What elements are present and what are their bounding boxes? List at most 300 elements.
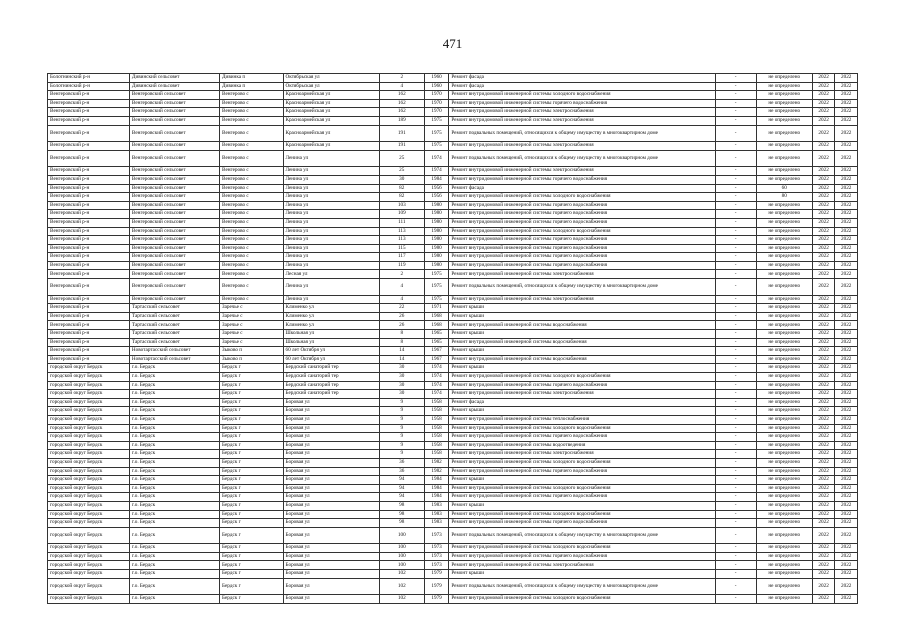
- cell-settlement: Бердск г: [220, 441, 283, 450]
- table-row: [48, 519, 858, 528]
- cell-district: городской округ Бердск: [48, 458, 130, 467]
- cell-district: городской округ Бердск: [48, 415, 130, 424]
- cell-dash: -: [715, 364, 756, 373]
- cell-year-built: 1983: [424, 501, 449, 510]
- cell-house-number: 82: [379, 184, 424, 193]
- cell-settlement: Бердск г: [220, 552, 283, 561]
- table-row: [48, 142, 858, 151]
- cell-year-end: 2022: [835, 236, 858, 245]
- cell-street: Боровая ул: [283, 476, 379, 485]
- cell-council: Венгеровский сельсовет: [129, 125, 219, 142]
- cell-settlement: Бердск г: [220, 476, 283, 485]
- cell-district: городской округ Бердск: [48, 578, 130, 595]
- cell-work-type: Ремонт внутридомовой инженерной системы электроснабжения: [449, 390, 715, 399]
- cell-district: городской округ Бердск: [48, 519, 130, 528]
- cell-year-end: 2022: [835, 253, 858, 262]
- cell-street: Ленина ул: [283, 218, 379, 227]
- cell-dash: -: [715, 552, 756, 561]
- cell-year-end: 2022: [835, 390, 858, 399]
- table-row: [48, 279, 858, 296]
- cell-house-number: 2: [379, 74, 424, 83]
- cell-year-end: 2022: [835, 552, 858, 561]
- cell-council: Венгеровский сельсовет: [129, 175, 219, 184]
- cell-district: городской округ Бердск: [48, 381, 130, 390]
- cell-work-type: Ремонт внутридомовой инженерной системы электроснабжения: [449, 295, 715, 304]
- cell-work-type: Ремонт внутридомовой инженерной системы горячего водоснабжения: [449, 210, 715, 219]
- cell-settlement: Венгерово с: [220, 270, 283, 279]
- cell-dash: -: [715, 304, 756, 313]
- cell-cost: не определено: [756, 510, 812, 519]
- cell-house-number: 98: [379, 510, 424, 519]
- cell-year-built: 1958: [424, 424, 449, 433]
- cell-year-start: 2022: [812, 595, 835, 604]
- cell-year-end: 2022: [835, 595, 858, 604]
- cell-work-type: Ремонт внутридомовой инженерной системы горячего водоснабжения: [449, 244, 715, 253]
- cell-district: городской округ Бердск: [48, 476, 130, 485]
- cell-street: Боровая ул: [283, 519, 379, 528]
- cell-dash: -: [715, 142, 756, 151]
- cell-year-built: 1980: [424, 227, 449, 236]
- cell-year-start: 2022: [812, 184, 835, 193]
- cell-year-end: 2022: [835, 373, 858, 382]
- cell-district: городской округ Бердск: [48, 441, 130, 450]
- cell-dash: -: [715, 510, 756, 519]
- cell-year-end: 2022: [835, 476, 858, 485]
- cell-council: г.о. Бердск: [129, 519, 219, 528]
- cell-dash: -: [715, 467, 756, 476]
- cell-work-type: Ремонт фасада: [449, 74, 715, 83]
- cell-year-end: 2022: [835, 398, 858, 407]
- cell-cost: не определено: [756, 218, 812, 227]
- cell-dash: -: [715, 501, 756, 510]
- cell-settlement: Дивинка п: [220, 74, 283, 83]
- cell-work-type: Ремонт подвальных помещений, относящихся к общему имуществу в многоквартирном доме: [449, 578, 715, 595]
- cell-district: Венгеровский р-н: [48, 125, 130, 142]
- cell-work-type: Ремонт крыши: [449, 312, 715, 321]
- cell-year-built: 1970: [424, 108, 449, 117]
- cell-council: Новотартасский сельсовет: [129, 347, 219, 356]
- cell-work-type: Ремонт внутридомовой инженерной системы горячего водоснабжения: [449, 261, 715, 270]
- cell-work-type: Ремонт крыши: [449, 304, 715, 313]
- cell-year-end: 2022: [835, 167, 858, 176]
- cell-house-number: 26: [379, 312, 424, 321]
- cell-street: Школьная ул: [283, 330, 379, 339]
- cell-year-start: 2022: [812, 467, 835, 476]
- cell-year-start: 2022: [812, 501, 835, 510]
- cell-cost: не определено: [756, 279, 812, 296]
- cell-district: Венгеровский р-н: [48, 193, 130, 202]
- cell-year-built: 1982: [424, 467, 449, 476]
- cell-settlement: Бердск г: [220, 458, 283, 467]
- cell-dash: -: [715, 82, 756, 91]
- cell-work-type: Ремонт внутридомовой инженерной системы горячего водоснабжения: [449, 493, 715, 502]
- cell-council: Тартасский сельсовет: [129, 321, 219, 330]
- cell-year-built: 1973: [424, 527, 449, 544]
- cell-year-end: 2022: [835, 450, 858, 459]
- cell-year-built: 1983: [424, 519, 449, 528]
- cell-year-end: 2022: [835, 244, 858, 253]
- cell-year-start: 2022: [812, 544, 835, 553]
- cell-year-end: 2022: [835, 312, 858, 321]
- cell-district: Венгеровский р-н: [48, 355, 130, 364]
- cell-year-built: 1956: [424, 193, 449, 202]
- cell-settlement: Зыково п: [220, 355, 283, 364]
- cell-year-start: 2022: [812, 142, 835, 151]
- cell-year-end: 2022: [835, 279, 858, 296]
- cell-work-type: Ремонт фасада: [449, 82, 715, 91]
- cell-year-end: 2022: [835, 125, 858, 142]
- cell-dash: -: [715, 244, 756, 253]
- cell-dash: -: [715, 321, 756, 330]
- table-row: [48, 347, 858, 356]
- cell-year-start: 2022: [812, 295, 835, 304]
- cell-year-built: 1984: [424, 493, 449, 502]
- cell-year-built: 1960: [424, 82, 449, 91]
- table-row: [48, 578, 858, 595]
- cell-street: Боровая ул: [283, 527, 379, 544]
- cell-settlement: Венгерово с: [220, 218, 283, 227]
- cell-dash: -: [715, 116, 756, 125]
- cell-house-number: 102: [379, 595, 424, 604]
- table-row: [48, 304, 858, 313]
- cell-dash: -: [715, 433, 756, 442]
- cell-year-built: 1984: [424, 175, 449, 184]
- cell-council: Тартасский сельсовет: [129, 330, 219, 339]
- cell-council: Венгеровский сельсовет: [129, 218, 219, 227]
- table-row: [48, 510, 858, 519]
- cell-year-built: 1973: [424, 544, 449, 553]
- cell-settlement: Бердск г: [220, 424, 283, 433]
- cell-year-start: 2022: [812, 116, 835, 125]
- table-row: [48, 227, 858, 236]
- cell-year-built: 1975: [424, 116, 449, 125]
- table-row: [48, 74, 858, 83]
- cell-cost: не определено: [756, 321, 812, 330]
- cell-house-number: 98: [379, 519, 424, 528]
- cell-district: Венгеровский р-н: [48, 210, 130, 219]
- cell-year-start: 2022: [812, 390, 835, 399]
- cell-house-number: 25: [379, 167, 424, 176]
- cell-work-type: Ремонт крыши: [449, 347, 715, 356]
- cell-work-type: Ремонт внутридомовой инженерной системы горячего водоснабжения: [449, 236, 715, 245]
- cell-year-end: 2022: [835, 441, 858, 450]
- cell-year-start: 2022: [812, 338, 835, 347]
- cell-year-end: 2022: [835, 193, 858, 202]
- cell-district: Венгеровский р-н: [48, 175, 130, 184]
- cell-dash: -: [715, 390, 756, 399]
- cell-district: городской округ Бердск: [48, 390, 130, 399]
- cell-house-number: 36: [379, 458, 424, 467]
- cell-street: Школьная ул: [283, 338, 379, 347]
- cell-year-built: 1974: [424, 373, 449, 382]
- cell-year-start: 2022: [812, 261, 835, 270]
- cell-council: г.о. Бердск: [129, 476, 219, 485]
- cell-cost: не определено: [756, 578, 812, 595]
- cell-work-type: Ремонт внутридомовой инженерной системы горячего водоснабжения: [449, 201, 715, 210]
- cell-council: Венгеровский сельсовет: [129, 236, 219, 245]
- cell-council: Тартасский сельсовет: [129, 304, 219, 313]
- cell-house-number: 9: [379, 450, 424, 459]
- cell-year-built: 1974: [424, 364, 449, 373]
- cell-cost: не определено: [756, 527, 812, 544]
- cell-cost: не определено: [756, 304, 812, 313]
- cell-year-end: 2022: [835, 578, 858, 595]
- cell-council: г.о. Бердск: [129, 467, 219, 476]
- cell-year-end: 2022: [835, 201, 858, 210]
- cell-council: г.о. Бердск: [129, 390, 219, 399]
- cell-work-type: Ремонт фасада: [449, 184, 715, 193]
- cell-council: г.о. Бердск: [129, 510, 219, 519]
- cell-district: городской округ Бердск: [48, 364, 130, 373]
- cell-year-end: 2022: [835, 142, 858, 151]
- cell-council: г.о. Бердск: [129, 458, 219, 467]
- cell-settlement: Бердск г: [220, 493, 283, 502]
- cell-district: городской округ Бердск: [48, 433, 130, 442]
- cell-district: Венгеровский р-н: [48, 201, 130, 210]
- cell-settlement: Венгерово с: [220, 244, 283, 253]
- cell-street: Красноармейская ул: [283, 116, 379, 125]
- cell-settlement: Бердск г: [220, 364, 283, 373]
- cell-work-type: Ремонт внутридомовой инженерной системы водоотведения: [449, 441, 715, 450]
- cell-work-type: Ремонт крыши: [449, 501, 715, 510]
- cell-street: Боровая ул: [283, 424, 379, 433]
- table-row: [48, 244, 858, 253]
- cell-year-end: 2022: [835, 561, 858, 570]
- table-row: [48, 398, 858, 407]
- cell-settlement: Бердск г: [220, 415, 283, 424]
- cell-cost: не определено: [756, 261, 812, 270]
- cell-year-start: 2022: [812, 347, 835, 356]
- cell-cost: не определено: [756, 150, 812, 167]
- cell-cost: не определено: [756, 570, 812, 579]
- cell-work-type: Ремонт крыши: [449, 330, 715, 339]
- cell-year-start: 2022: [812, 373, 835, 382]
- table-row: [48, 338, 858, 347]
- cell-council: Венгеровский сельсовет: [129, 253, 219, 262]
- cell-council: г.о. Бердск: [129, 450, 219, 459]
- cell-dash: -: [715, 279, 756, 296]
- table-row: [48, 407, 858, 416]
- cell-house-number: 82: [379, 193, 424, 202]
- cell-district: Венгеровский р-н: [48, 184, 130, 193]
- cell-year-built: 1958: [424, 433, 449, 442]
- cell-settlement: Дивинка п: [220, 82, 283, 91]
- cell-district: городской округ Бердск: [48, 595, 130, 604]
- cell-street: Боровая ул: [283, 561, 379, 570]
- cell-dash: -: [715, 210, 756, 219]
- cell-year-start: 2022: [812, 175, 835, 184]
- cell-settlement: Бердск г: [220, 450, 283, 459]
- cell-work-type: Ремонт внутридомовой инженерной системы горячего водоснабжения: [449, 552, 715, 561]
- cell-street: Ленина ул: [283, 279, 379, 296]
- table-row: [48, 108, 858, 117]
- cell-dash: -: [715, 595, 756, 604]
- cell-district: Венгеровский р-н: [48, 99, 130, 108]
- cell-settlement: Заречье с: [220, 312, 283, 321]
- cell-year-start: 2022: [812, 150, 835, 167]
- cell-year-start: 2022: [812, 458, 835, 467]
- cell-street: Ленина ул: [283, 201, 379, 210]
- cell-street: Боровая ул: [283, 467, 379, 476]
- cell-year-built: 1982: [424, 458, 449, 467]
- cell-dash: -: [715, 484, 756, 493]
- cell-district: Венгеровский р-н: [48, 261, 130, 270]
- cell-year-start: 2022: [812, 355, 835, 364]
- cell-council: г.о. Бердск: [129, 381, 219, 390]
- cell-house-number: 100: [379, 561, 424, 570]
- cell-district: Венгеровский р-н: [48, 244, 130, 253]
- cell-dash: -: [715, 74, 756, 83]
- cell-street: Боровая ул: [283, 570, 379, 579]
- cell-house-number: 113: [379, 236, 424, 245]
- cell-year-start: 2022: [812, 321, 835, 330]
- cell-year-end: 2022: [835, 415, 858, 424]
- cell-dash: -: [715, 261, 756, 270]
- cell-work-type: Ремонт подвальных помещений, относящихся к общему имуществу в многоквартирном доме: [449, 125, 715, 142]
- cell-year-end: 2022: [835, 91, 858, 100]
- table-row: [48, 82, 858, 91]
- cell-district: городской округ Бердск: [48, 561, 130, 570]
- cell-cost: не определено: [756, 398, 812, 407]
- cell-house-number: 119: [379, 261, 424, 270]
- cell-settlement: Венгерово с: [220, 184, 283, 193]
- cell-council: г.о. Бердск: [129, 484, 219, 493]
- cell-street: Ленина ул: [283, 244, 379, 253]
- cell-house-number: 191: [379, 142, 424, 151]
- cell-settlement: Бердск г: [220, 544, 283, 553]
- cell-work-type: Ремонт внутридомовой инженерной системы холодного водоснабжения: [449, 510, 715, 519]
- cell-street: Боровая ул: [283, 450, 379, 459]
- cell-dash: -: [715, 441, 756, 450]
- cell-year-built: 1974: [424, 167, 449, 176]
- cell-house-number: 30: [379, 373, 424, 382]
- cell-settlement: Бердск г: [220, 398, 283, 407]
- cell-year-built: 1980: [424, 244, 449, 253]
- cell-work-type: Ремонт крыши: [449, 570, 715, 579]
- cell-street: Бердский санаторий тер: [283, 381, 379, 390]
- cell-year-built: 1958: [424, 441, 449, 450]
- table-row: [48, 544, 858, 553]
- cell-street: Ленина ул: [283, 236, 379, 245]
- cell-street: Бердский санаторий тер: [283, 373, 379, 382]
- cell-dash: -: [715, 381, 756, 390]
- cell-house-number: 9: [379, 398, 424, 407]
- cell-settlement: Венгерово с: [220, 91, 283, 100]
- cell-street: Октябрьская ул: [283, 82, 379, 91]
- cell-house-number: 100: [379, 552, 424, 561]
- cell-street: Боровая ул: [283, 441, 379, 450]
- cell-year-end: 2022: [835, 484, 858, 493]
- table-row: [48, 433, 858, 442]
- cell-district: Венгеровский р-н: [48, 91, 130, 100]
- cell-house-number: 115: [379, 244, 424, 253]
- cell-house-number: 117: [379, 253, 424, 262]
- cell-work-type: Ремонт подвальных помещений, относящихся к общему имуществу в многоквартирном доме: [449, 150, 715, 167]
- cell-house-number: 103: [379, 201, 424, 210]
- cell-year-built: 1958: [424, 407, 449, 416]
- cell-year-end: 2022: [835, 458, 858, 467]
- cell-year-end: 2022: [835, 82, 858, 91]
- table-row: [48, 527, 858, 544]
- cell-house-number: 100: [379, 544, 424, 553]
- cell-year-end: 2022: [835, 99, 858, 108]
- cell-year-start: 2022: [812, 244, 835, 253]
- cell-house-number: 30: [379, 175, 424, 184]
- cell-settlement: Заречье с: [220, 338, 283, 347]
- cell-work-type: Ремонт внутридомовой инженерной системы электроснабжения: [449, 108, 715, 117]
- cell-house-number: 109: [379, 210, 424, 219]
- cell-settlement: Венгерово с: [220, 227, 283, 236]
- cell-house-number: 102: [379, 570, 424, 579]
- cell-district: городской округ Бердск: [48, 501, 130, 510]
- cell-settlement: Бердск г: [220, 390, 283, 399]
- cell-house-number: 14: [379, 347, 424, 356]
- cell-settlement: Венгерово с: [220, 193, 283, 202]
- table-row: [48, 493, 858, 502]
- cell-settlement: Бердск г: [220, 570, 283, 579]
- cell-dash: -: [715, 270, 756, 279]
- cell-year-built: 1979: [424, 578, 449, 595]
- cell-district: городской округ Бердск: [48, 527, 130, 544]
- table-row: [48, 253, 858, 262]
- cell-cost: не определено: [756, 484, 812, 493]
- cell-year-built: 1975: [424, 279, 449, 296]
- cell-work-type: Ремонт крыши: [449, 476, 715, 485]
- cell-street: Октябрьская ул: [283, 74, 379, 83]
- cell-cost: не определено: [756, 82, 812, 91]
- cell-street: Красноармейская ул: [283, 91, 379, 100]
- cell-house-number: 94: [379, 493, 424, 502]
- cell-district: Венгеровский р-н: [48, 347, 130, 356]
- cell-cost: не определено: [756, 330, 812, 339]
- cell-district: Венгеровский р-н: [48, 142, 130, 151]
- cell-year-built: 1984: [424, 484, 449, 493]
- cell-settlement: Бердск г: [220, 433, 283, 442]
- cell-dash: -: [715, 125, 756, 142]
- cell-year-start: 2022: [812, 210, 835, 219]
- cell-council: Венгеровский сельсовет: [129, 244, 219, 253]
- table-row: [48, 373, 858, 382]
- cell-year-end: 2022: [835, 381, 858, 390]
- cell-council: Венгеровский сельсовет: [129, 116, 219, 125]
- table-row: [48, 175, 858, 184]
- cell-house-number: 25: [379, 150, 424, 167]
- cell-year-start: 2022: [812, 493, 835, 502]
- table-row: [48, 570, 858, 579]
- cell-work-type: Ремонт крыши: [449, 407, 715, 416]
- table-row: [48, 458, 858, 467]
- table-body: [48, 74, 858, 604]
- cell-settlement: Венгерово с: [220, 236, 283, 245]
- cell-settlement: Венгерово с: [220, 201, 283, 210]
- cell-dash: -: [715, 236, 756, 245]
- cell-year-built: 1975: [424, 125, 449, 142]
- cell-settlement: Бердск г: [220, 578, 283, 595]
- cell-year-start: 2022: [812, 484, 835, 493]
- cell-house-number: 162: [379, 99, 424, 108]
- cell-year-built: 1968: [424, 321, 449, 330]
- cell-district: городской округ Бердск: [48, 570, 130, 579]
- cell-house-number: 4: [379, 82, 424, 91]
- cell-year-end: 2022: [835, 544, 858, 553]
- cell-district: городской округ Бердск: [48, 510, 130, 519]
- cell-dash: -: [715, 218, 756, 227]
- cell-cost: не определено: [756, 424, 812, 433]
- cell-dash: -: [715, 167, 756, 176]
- cell-dash: -: [715, 175, 756, 184]
- cell-year-start: 2022: [812, 108, 835, 117]
- cell-district: Венгеровский р-н: [48, 295, 130, 304]
